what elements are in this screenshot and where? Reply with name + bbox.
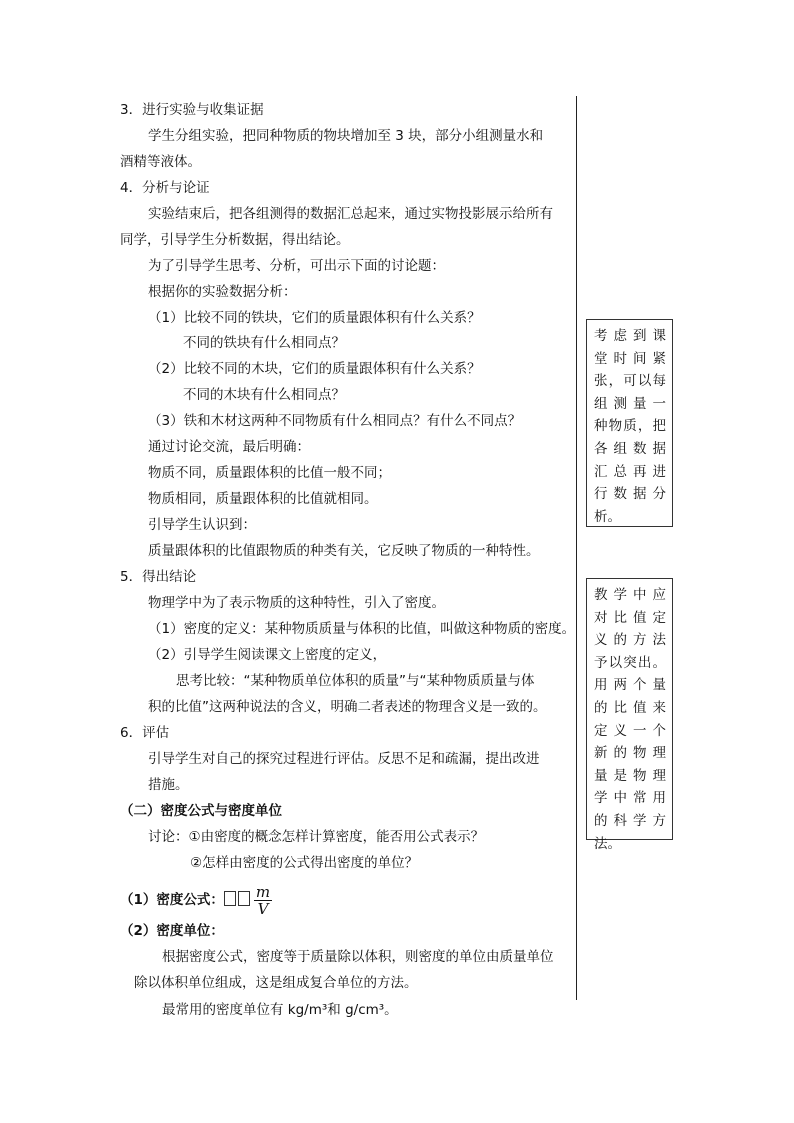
conclusion-line: 质量跟体积的比值跟物质的种类有关，它反映了物质的一种特性。: [148, 543, 540, 559]
note-line: 各组数据: [594, 440, 666, 457]
question-1-followup: 不同的铁块有什么相同点？: [183, 335, 345, 351]
unit-label: （2）密度单位：: [120, 923, 224, 939]
missing-glyph-icon: [224, 891, 236, 906]
note-line: 的科学方: [594, 812, 666, 829]
part-2-heading: （二）密度公式与密度单位: [120, 803, 282, 819]
paragraph-line: 同学，引导学生分析数据，得出结论。: [120, 232, 350, 248]
paragraph-line: 引导学生认识到：: [148, 517, 256, 533]
paragraph-line: 酒精等液体。: [120, 154, 201, 170]
note-line: 定义一个: [594, 722, 666, 739]
note-line: 予以突出。: [594, 654, 666, 671]
paragraph-line: 措施。: [148, 777, 189, 793]
margin-note-1: [586, 319, 673, 527]
paragraph-line: 思考比较：“某种物质单位体积的质量”与“某种物质质量与体: [176, 673, 535, 689]
paragraph-line: 根据你的实验数据分析：: [148, 284, 297, 300]
note-line: 教学中应: [594, 587, 666, 603]
column-divider: [576, 96, 577, 1000]
density-formula-row: [120, 882, 272, 918]
conclusion-line: 物质相同，质量跟体积的比值就相同。: [148, 491, 378, 507]
paragraph-line: （2）引导学生阅读课文上密度的定义，: [148, 647, 387, 663]
question-1: （1）比较不同的铁块，它们的质量跟体积有什么关系？: [148, 310, 481, 326]
question-3: （3）铁和木材这两种不同物质有什么相同点？有什么不同点？: [148, 413, 522, 429]
paragraph-line: 为了引导学生思考、分析，可出示下面的讨论题：: [148, 258, 445, 274]
paragraph-line: 实验结束后，把各组测得的数据汇总起来，通过实物投影展示给所有: [148, 206, 553, 222]
note-line: 析。: [594, 508, 621, 525]
section-5-heading: 5．得出结论: [120, 569, 197, 585]
note-line: 种物质，把: [594, 418, 666, 435]
note-line: 用两个量: [594, 677, 666, 694]
note-line: 堂时间紧: [594, 350, 666, 367]
formula-label: （1）密度公式：: [120, 892, 224, 908]
note-line: 考虑到课: [594, 328, 666, 344]
note-line: 新的物理: [594, 745, 666, 762]
missing-glyph-icon: [238, 891, 250, 906]
section-3-heading: 3．进行实验与收集证据: [120, 102, 264, 118]
conclusion-line: 物质不同，质量跟体积的比值一般不同；: [148, 465, 391, 481]
formula-fraction: [254, 884, 272, 917]
note-line: 量是物理: [594, 767, 666, 784]
paragraph-line: 学生分组实验，把同种物质的物块增加至 3 块，部分小组测量水和: [148, 128, 544, 144]
note-line: 义的方法: [594, 632, 666, 649]
paragraph-line: 根据密度公式，密度等于质量除以体积，则密度的单位由质量单位: [162, 949, 554, 965]
paragraph-line: 通过讨论交流，最后明确：: [148, 439, 310, 455]
note-line: 对比值定: [594, 609, 666, 626]
paragraph-line: 除以体积单位组成，这是组成复合单位的方法。: [134, 975, 418, 991]
section-4-heading: 4．分析与论证: [120, 180, 210, 196]
margin-note-2: [586, 578, 673, 852]
section-6-heading: 6．评估: [120, 725, 170, 741]
paragraph-line: 最常用的密度单位有 kg/m³和 g/cm³。: [162, 1002, 398, 1018]
note-line: 法。: [594, 835, 621, 852]
question-2-followup: 不同的木块有什么相同点？: [183, 387, 345, 403]
formula-denominator: V: [257, 899, 269, 918]
note-line: 的比值来: [594, 699, 666, 716]
paragraph-line: 物理学中为了表示物质的这种特性，引入了密度。: [148, 595, 445, 611]
paragraph-line: 积的比值”这两种说法的含义，明确二者表述的物理含义是一致的。: [148, 699, 547, 715]
note-line: 组测量一: [594, 395, 666, 412]
discussion-line-2: ②怎样由密度的公式得出密度的单位？: [190, 855, 419, 871]
paragraph-line: 引导学生对自己的探究过程进行评估。反思不足和疏漏，提出改进: [148, 751, 540, 767]
formula-numerator: m: [255, 882, 271, 901]
question-2: （2）比较不同的木块，它们的质量跟体积有什么关系？: [148, 361, 481, 377]
discussion-line-1: 讨论：①由密度的概念怎样计算密度，能否用公式表示？: [148, 829, 485, 845]
note-line: 汇总再进: [594, 463, 666, 480]
note-line: 行数据分: [594, 486, 666, 503]
note-line: 学中常用: [594, 790, 666, 807]
density-definition: （1）密度的定义：某种物质质量与体积的比值，叫做这种物质的密度。: [148, 621, 576, 637]
note-line: 张，可以每: [594, 373, 666, 390]
